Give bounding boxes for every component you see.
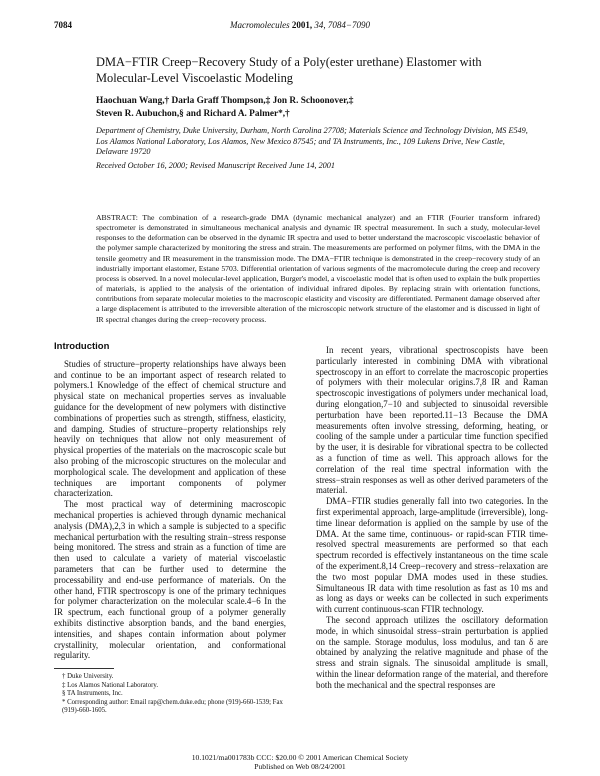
journal-citation xyxy=(54,20,546,30)
left-column xyxy=(54,342,286,716)
running-header xyxy=(54,20,546,32)
footnote-corresponding-author: * Corresponding author: Email rap@chem.duke.edu; phone (919)-660-1539; Fax (919)-660-1605. xyxy=(62,698,283,715)
intro-paragraph-4: DMA−FTIR studies generally fall into two categories. In the first experimental approach, large-amplitude (irreversible), long-time linear deformation is applied on the sample by use of the DMA. At the same time, continuous- or rapid-scan FTIR time-resolved spectral measurements are performed so that each spectrum recorded is effectively instantaneous on the time scale of the experiment.8,14 Creep−recovery and stress−relaxation are the two most popular DMA modes used in these studies. Simultaneous IR data with time resolution as fast as 10 ms and as long as days or weeks can be collected in such experiments with current continuous-scan FTIR technology. xyxy=(316,496,548,615)
journal-pages: 7084−7090 xyxy=(327,20,370,30)
intro-paragraph-5: The second approach utilizes the oscillatory deformation mode, in which sinusoidal stress−strain perturbation is applied on the sample. Storage modulus, loss modulus, and tan δ are obtained by analyzing the relative magnitude and phase of the stress and strain signals. The sinusoidal amplitude is small, within the linear deformation range of the material, and therefore both the mechanical and the spectral responses are xyxy=(316,614,548,690)
intro-paragraph-1: Studies of structure−property relationships have always been and continue to be an important aspect of research related to polymers.1 Knowledge of the effect of chemical structure and physical state on mechanical properties serves as invaluable guidance for the development of new polymers with distinctive combinations of properties such as strength, stiffness, elasticity, and damping. Studies of structure−property relationships rely heavily on techniques that allow not only measurement of physical properties of the materials on the macroscopic scale but also probing of the microscopic structures on the molecular and morphological scale. The development and application of these techniques are important components of polymer characterization. xyxy=(54,358,286,499)
intro-paragraph-2: The most practical way of determining macroscopic mechanical properties is achieved through dynamic mechanical analysis (DMA),2,3 in which a sample is subjected to a specific mechanical perturbation with the resulting strain−stress response being monitored. The stress and strain as a function of time are then used to calculate a variety of material viscoelastic parameters that can be further used to determine the processability and end-use performance of materials. On the other hand, FTIR spectroscopy is one of the primary techniques for polymer characterization on the molecular scale.4−6 In the IR spectrum, each functional group of a polymer generally exhibits distinctive absorption bands, and the band energies, intensities, and shapes contain information about polymer crystallinity, molecular orientation, and conformational regularity. xyxy=(54,499,286,661)
author-line-1: Haochuan Wang,† Darla Graff Thompson,‡ Jon R. Schoonover,‡ xyxy=(96,96,354,106)
received-dates: Received October 16, 2000; Revised Manuscript Received June 14, 2001 xyxy=(96,160,335,170)
author-line-2: Steven R. Aubuchon,§ and Richard A. Palmer*,† xyxy=(96,108,290,119)
journal-volume: 34, xyxy=(314,20,326,30)
doi-line: 10.1021/ma001783b CCC: $20.00 © 2001 American Chemical Society xyxy=(191,753,409,762)
paper-title: DMA−FTIR Creep−Recovery Study of a Poly(ester urethane) Elastomer with Molecular-Level Viscoelastic Modeling xyxy=(96,55,482,85)
page-number: 7084 xyxy=(54,20,72,30)
journal-name: Macromolecules xyxy=(230,20,290,30)
intro-paragraph-3: In recent years, vibrational spectroscopists have been particularly interested in combining DMA with vibrational spectroscopy in an effort to correlate the macroscopic properties of polymers with their molecular origins.7,8 IR and Raman spectroscopic investigations of polymers under mechanical load, during elongation,7−10 and subjected to sinusoidal reversible perturbation have been reported.11−13 Because the DMA measurements often involve stressing, deforming, heating, or cooling of the sample under a particular time function specified by the user, it is desirable for vibrational spectra to be collected as a function of time as well. This approach allows for the correlation of the real time spectral information with the stress−strain responses as well as other derived parameters of the material. xyxy=(316,345,548,496)
right-column xyxy=(316,345,548,691)
abstract: ABSTRACT: The combination of a research-grade DMA (dynamic mechanical analyzer) and an FTIR (Fourier transform infrared) spectrometer is demonstrated in simultaneous mechanical analysis and dynamic IR spectral measurement. In such a study, molecular-level responses to the deformation can be observed in the dynamic IR spectra and used to better understand the macroscopic viscoelastic behavior of the polymer sample characterized by monitoring the stress and strain. The measurements are performed on polymer films, with the DMA in the tensile geometry and IR measurement in the transmission mode. The DMA−FTIR technique is demonstrated in the creep−recovery study of an industrially important elastomer, Estane 5703. Differential orientation of various segments of the macromolecule during the creep and recovery process is observed. In a novel molecular-level application, Burger's model, a viscoelastic model that is often used to explain the bulk properties of materials, is applied to the analysis of the orientation of individual infrared dipoles. By replacing strain with orientation functions, contributions from separate molecular moieties to the macroscopic elasticity and viscosity are differentiated. Permanent damage observed after a large displacement is attributed to the irreversible alteration of the microscopic network structure of the elastomer and is discussed in light of IR spectral changes during the creep−recovery process. xyxy=(96,213,540,324)
section-heading-introduction: Introduction xyxy=(54,341,110,352)
footnote-duke: † Duke University. xyxy=(62,673,114,681)
published-line: Published on Web 08/24/2001 xyxy=(254,762,346,772)
footnotes xyxy=(54,673,286,716)
page-footer xyxy=(0,753,600,772)
journal-year: 2001, xyxy=(291,20,313,30)
footnote-ta-instruments: § TA Instruments, Inc. xyxy=(62,690,123,698)
footnote-divider xyxy=(54,668,114,669)
front-matter xyxy=(96,54,536,171)
affiliations: Department of Chemistry, Duke University, Durham, North Carolina 27708; Materials Science and Technology Division, MS E549, Los Alamos National Laboratory, Los Alamos, New Mexico 87545; and TA Instruments, Inc., 109 Lukens Drive, New Castle, Delaware 19720 xyxy=(96,126,528,157)
author-list xyxy=(96,95,536,120)
footnote-los-alamos: ‡ Los Alamos National Laboratory. xyxy=(62,681,159,689)
